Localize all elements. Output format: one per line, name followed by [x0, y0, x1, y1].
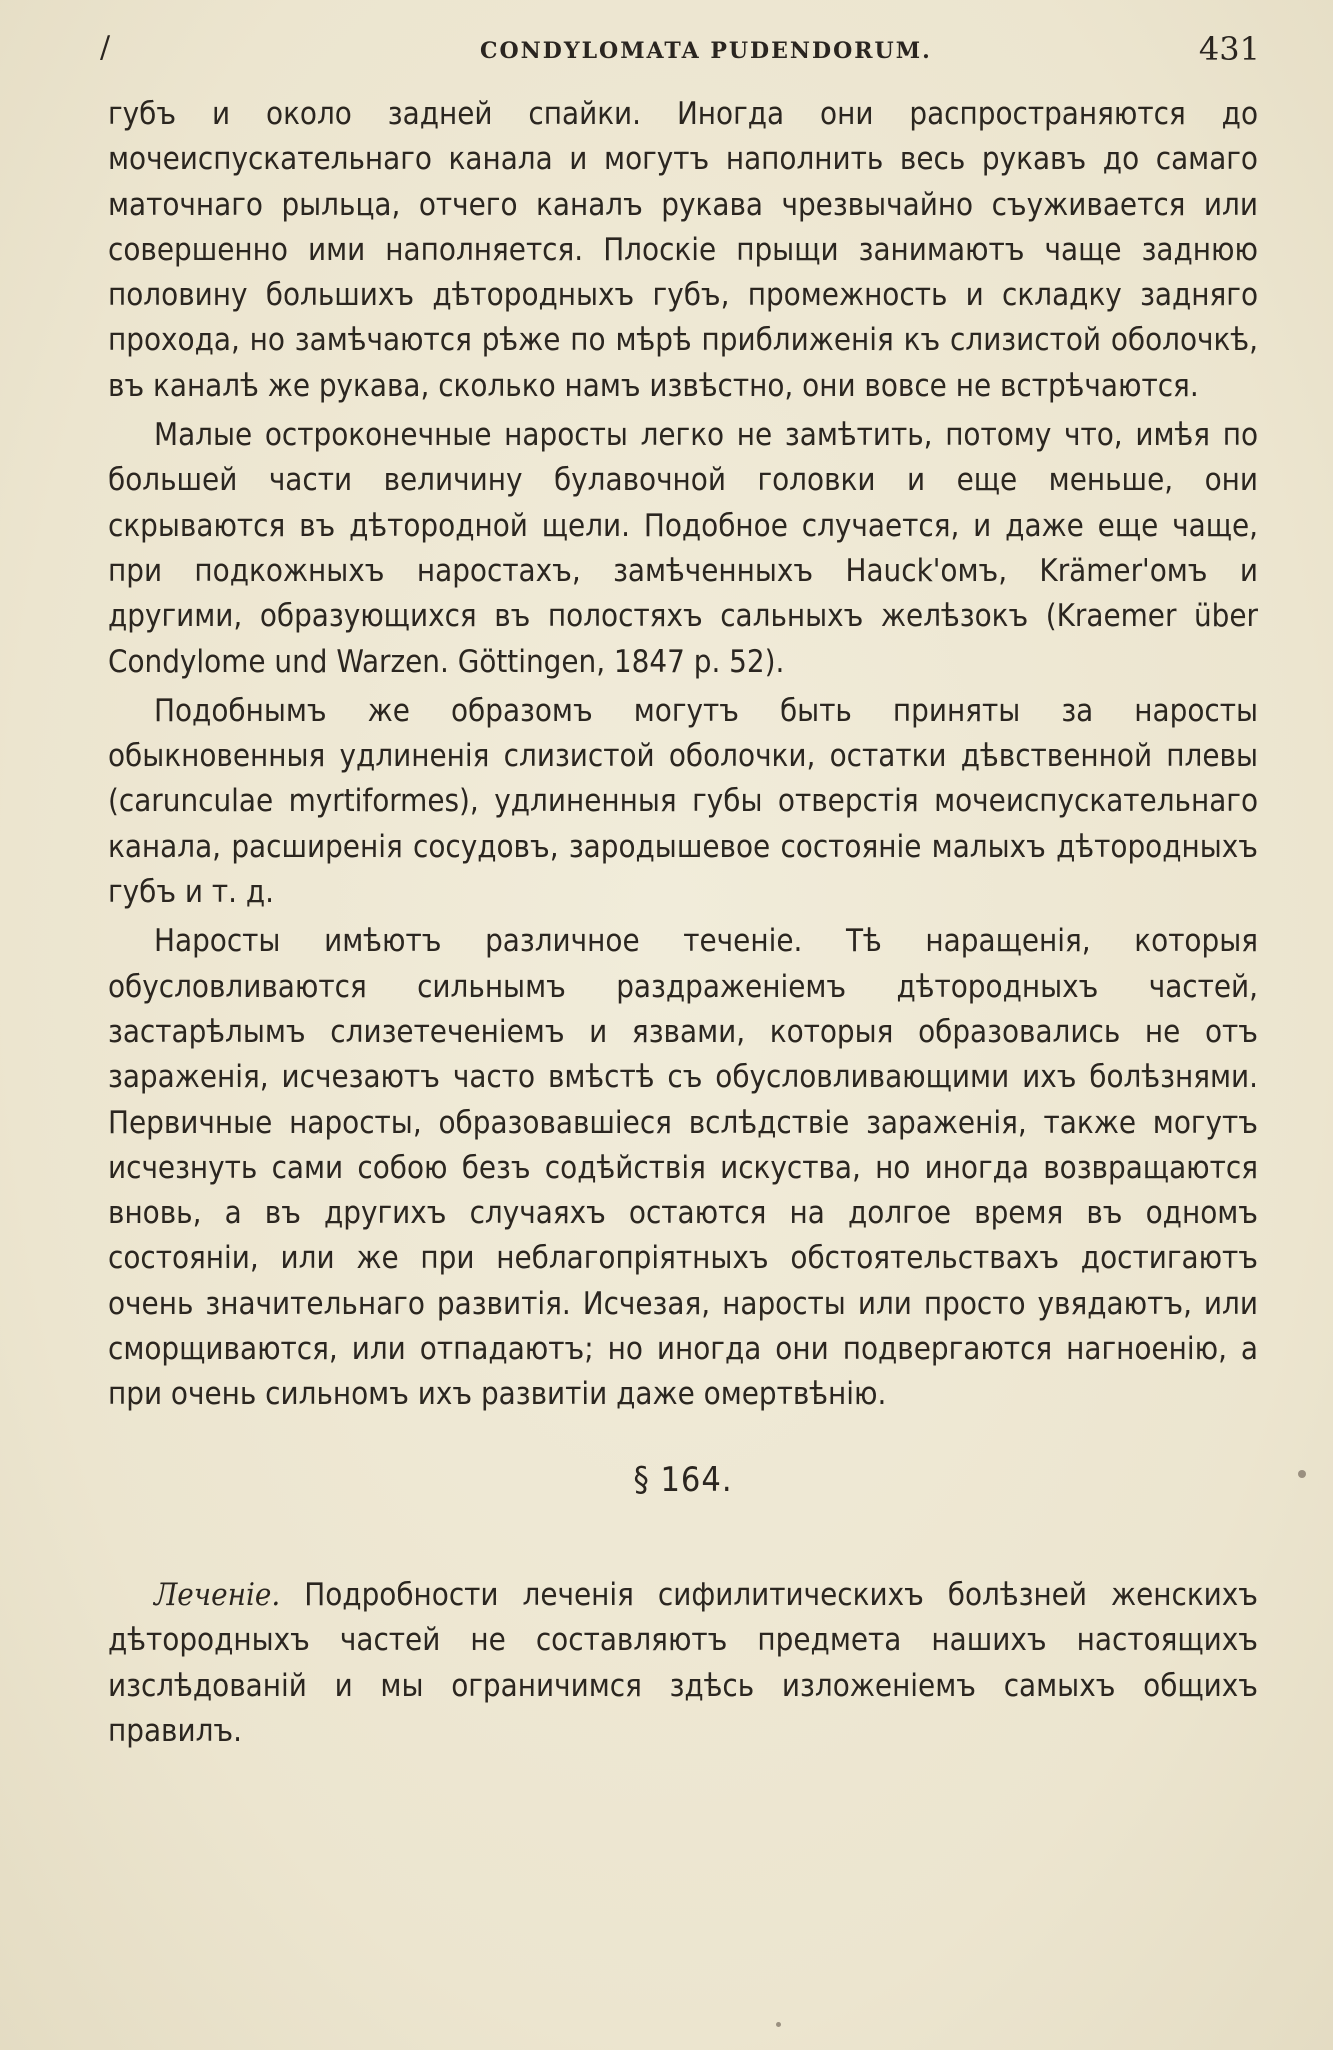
- treatment-text: Подробности леченія сифилитическихъ болѣзней женскихъ дѣтородныхъ частей не составляютъ предмета нашихъ настоящихъ изслѣдованій и мы ограничимся здѣсь изложеніемъ самыхъ общихъ правилъ.: [108, 1576, 1258, 1749]
- paragraph-treatment: [108, 1573, 1258, 1754]
- page-number: 431: [1198, 30, 1260, 68]
- paragraph-1: губъ и около задней спайки. Иногда они распространяются до мочеиспускательнаго канала и могутъ наполнить весь рукавъ до самаго маточнаго рыльца, отчего каналъ рукава чрезвычайно съуживается или совершенно ими наполняется. Плоскіе прыщи занимаютъ чаще заднюю половину большихъ дѣтородныхъ губъ, промежность и складку задняго прохода, но замѣчаются рѣже по мѣрѣ приближенія къ слизистой оболочкѣ, въ каналѣ же рукава, сколько намъ извѣстно, они вовсе не встрѣчаются.: [108, 96, 1258, 404]
- body-text: [108, 92, 1258, 1754]
- section-number: § 164.: [633, 1459, 733, 1500]
- treatment-lead: Леченіе.: [154, 1576, 281, 1613]
- page-header: [100, 30, 1260, 74]
- margin-mark: /: [100, 30, 111, 65]
- paragraph-3: Подобнымъ же образомъ могутъ быть приняты за наросты обыкновенныя удлиненія слизистой оболочки, остатки дѣвственной плевы (carunculae myrtiformes), удлиненныя губы отверстія мочеиспускательнаго канала, расширенія сосудовъ, зародышевое состояніе малыхъ дѣтородныхъ губъ и т. д.: [108, 692, 1258, 911]
- paragraph-4: Наросты имѣютъ различное теченіе. Тѣ наращенія, которыя обусловливаются сильнымъ раздраженіемъ дѣтородныхъ частей, застарѣлымъ слизетеченіемъ и язвами, которыя образовались не отъ зараженія, исчезаютъ часто вмѣстѣ съ обусловливающими ихъ болѣзнями. Первичные наросты, образовавшіеся вслѣдствіе зараженія, также могутъ исчезнуть сами собою безъ содѣйствія искуства, но иногда возвращаются вновь, а въ другихъ случаяхъ остаются на долгое время въ одномъ состояніи, или же при неблагопріятныхъ обстоятельствахъ достигаютъ очень значительнаго развитія. Исчезая, наросты или просто увядаютъ, или сморщиваются, или отпадаютъ; но иногда они подвергаются нагноенію, а при очень сильномъ ихъ развитіи даже омертвѣнію.: [108, 923, 1258, 1413]
- paragraph-2: Малые остроконечные наросты легко не замѣтить, потому что, имѣя по большей части величину булавочной головки и еще меньше, они скрываются въ дѣтородной щели. Подобное случается, и даже еще чаще, при подкожныхъ наростахъ, замѣченныхъ Hauck'омъ, Krämer'омъ и другими, образующихся въ полостяхъ сальныхъ желѣзокъ (Kraemer über Condylome und Warzen. Göttingen, 1847 p. 52).: [108, 417, 1258, 680]
- running-title: CONDYLOMATA PUDENDORUM.: [480, 38, 932, 64]
- ink-speck: [776, 2022, 781, 2027]
- ink-speck: [1298, 1470, 1306, 1478]
